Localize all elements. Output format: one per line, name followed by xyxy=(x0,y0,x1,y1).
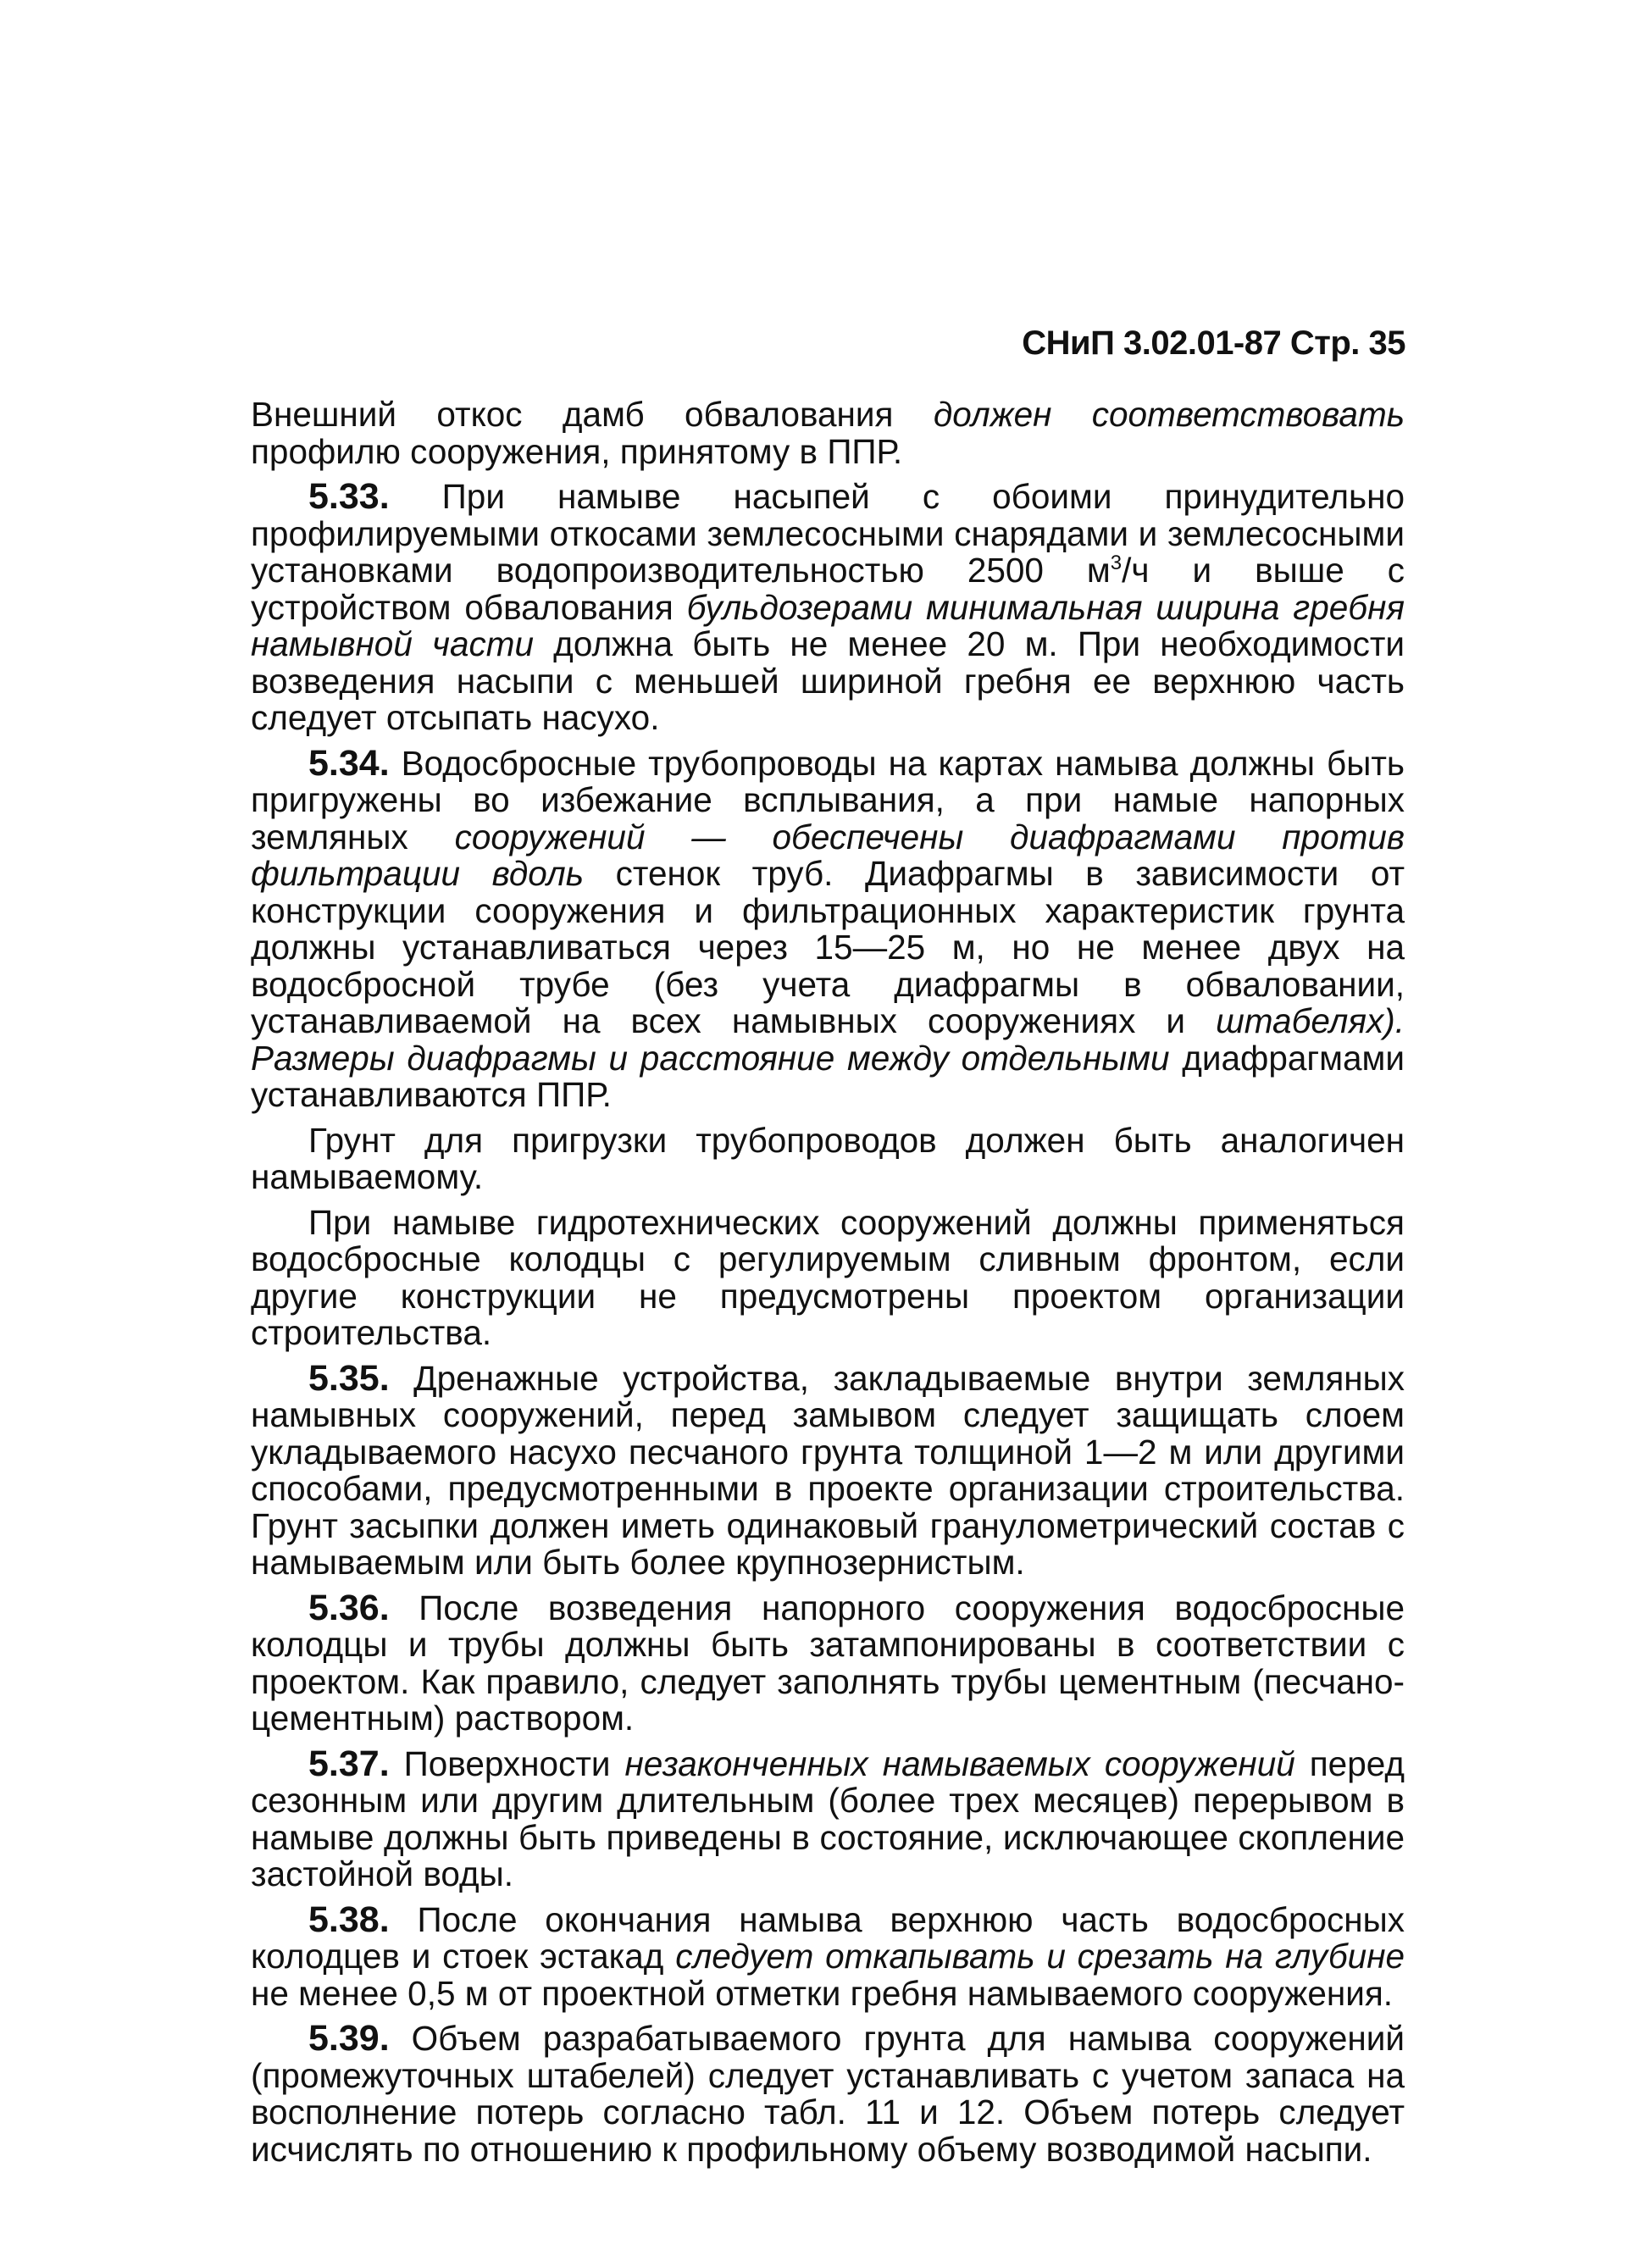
text: профилю сооружения, принятому в ППР. xyxy=(251,431,903,471)
text: После окончания намыва верхнюю часть водосбросных колодцев и стоек эстакад xyxy=(251,1899,1405,1976)
text: должна быть не менее 20 м. При необходимости возведения насыпи с меньшей шириной гребня ее верхнюю часть следует отсыпать насухо. xyxy=(251,624,1405,737)
paragraph-5-35 xyxy=(251,1357,1405,1582)
text-italic: должен соответствовать xyxy=(933,395,1405,434)
text: диафрагмами устанавливаются ППР. xyxy=(251,1038,1405,1114)
text: Объем разрабатываемого грунта для намыва сооружений (промежуточных штабелей) следует устанавливать с учетом запаса на восполнение потерь согласно табл. 11 и 12. Объем потерь следует исчислять по отношению к профильному объему возводимой насыпи. xyxy=(251,2019,1405,2169)
text: перед сезонным или другим длительным (более трех месяцев) перерывом в намыве должны быть приведены в состояние, исключающее скопление застойной воды. xyxy=(251,1743,1405,1893)
text: Внешний откос дамб обвалования xyxy=(251,395,934,434)
text: не менее 0,5 м от проектной отметки гребня намываемого сооружения. xyxy=(251,1973,1394,2013)
clause-number: 5.34. xyxy=(308,742,390,784)
running-header: СНиП 3.02.01-87 Стр. 35 xyxy=(1022,324,1405,362)
text: /ч и выше с устройством обвалования xyxy=(251,551,1405,627)
paragraph-5-36 xyxy=(251,1587,1405,1738)
text-italic: бульдозерами минимальная ширина гребня намывной части xyxy=(251,587,1405,663)
text-italic: незаконченных намываемых сооружений xyxy=(624,1743,1295,1783)
clause-number: 5.39. xyxy=(308,2018,390,2059)
text: стенок труб. Диафрагмы в зависимости от конструкции сооружения и фильтрационных характеристик грунта должны устанавливаться через 15—25 м, но не менее двух на водосбросной трубе (без учета диафрагмы в обваловании, устанавливаемой на всех намывных сооружениях и xyxy=(251,854,1405,1040)
paragraph-intro xyxy=(251,396,1405,470)
paragraph-5-34 xyxy=(251,742,1405,1114)
paragraph-5-38 xyxy=(251,1899,1405,2013)
clause-number: 5.33. xyxy=(308,476,390,517)
text: Дренажные устройства, закладываемые внутри земляных намывных сооружений, перед замывом следует защищать слоем укладываемого насухо песчаного грунта толщиной 1—2 м или другими способами, предусмотренными в проекте организации строительства. Грунт засыпки должен иметь одинаковый гранулометрический состав с намываемым или быть более крупнозернистым. xyxy=(251,1358,1405,1582)
paragraph-5-34-ground: Грунт для пригрузки трубопроводов должен быть аналогичен намываемому. xyxy=(251,1120,1405,1196)
clause-number: 5.35. xyxy=(308,1357,390,1399)
paragraph-5-33 xyxy=(251,476,1405,737)
text: Водосбросные трубопроводы на картах намыва должны быть пригружены во избежание всплывания, а при намые напорных земляных xyxy=(251,743,1405,856)
paragraph-5-34-wells: При намыве гидротехнических сооружений должны применяться водосбросные колодцы с регулируемым сливным фронтом, если другие конструкции не предусмотрены проектом организации строительства. xyxy=(251,1202,1405,1352)
text-italic: штабелях). Размеры диафрагмы и расстояние между отдельными xyxy=(251,1001,1405,1078)
clause-number: 5.36. xyxy=(308,1587,390,1628)
document-body xyxy=(251,396,1405,2176)
paragraph-5-37 xyxy=(251,1743,1405,1893)
clause-number: 5.38. xyxy=(308,1899,390,1940)
text-italic: сооружений — обеспечены диафрагмами против фильтрации вдоль xyxy=(251,817,1405,893)
text-italic: следует откапывать и срезать на глубине xyxy=(675,1937,1405,1976)
superscript: 3 xyxy=(1110,552,1123,574)
text: При намыве насыпей с обоими принудительно профилируемыми откосами землесосными снарядами и землесосными установками водопроизводительностью 2500 м xyxy=(251,477,1405,590)
clause-number: 5.37. xyxy=(308,1743,390,1784)
text: После возведения напорного сооружения водосбросные колодцы и трубы должны быть затампонированы в соответствии с проектом. Как правило, следует заполнять трубы цементным (песчано-цементным) раствором. xyxy=(251,1588,1405,1738)
paragraph-5-39 xyxy=(251,2020,1405,2168)
text: Поверхности xyxy=(389,1743,625,1783)
